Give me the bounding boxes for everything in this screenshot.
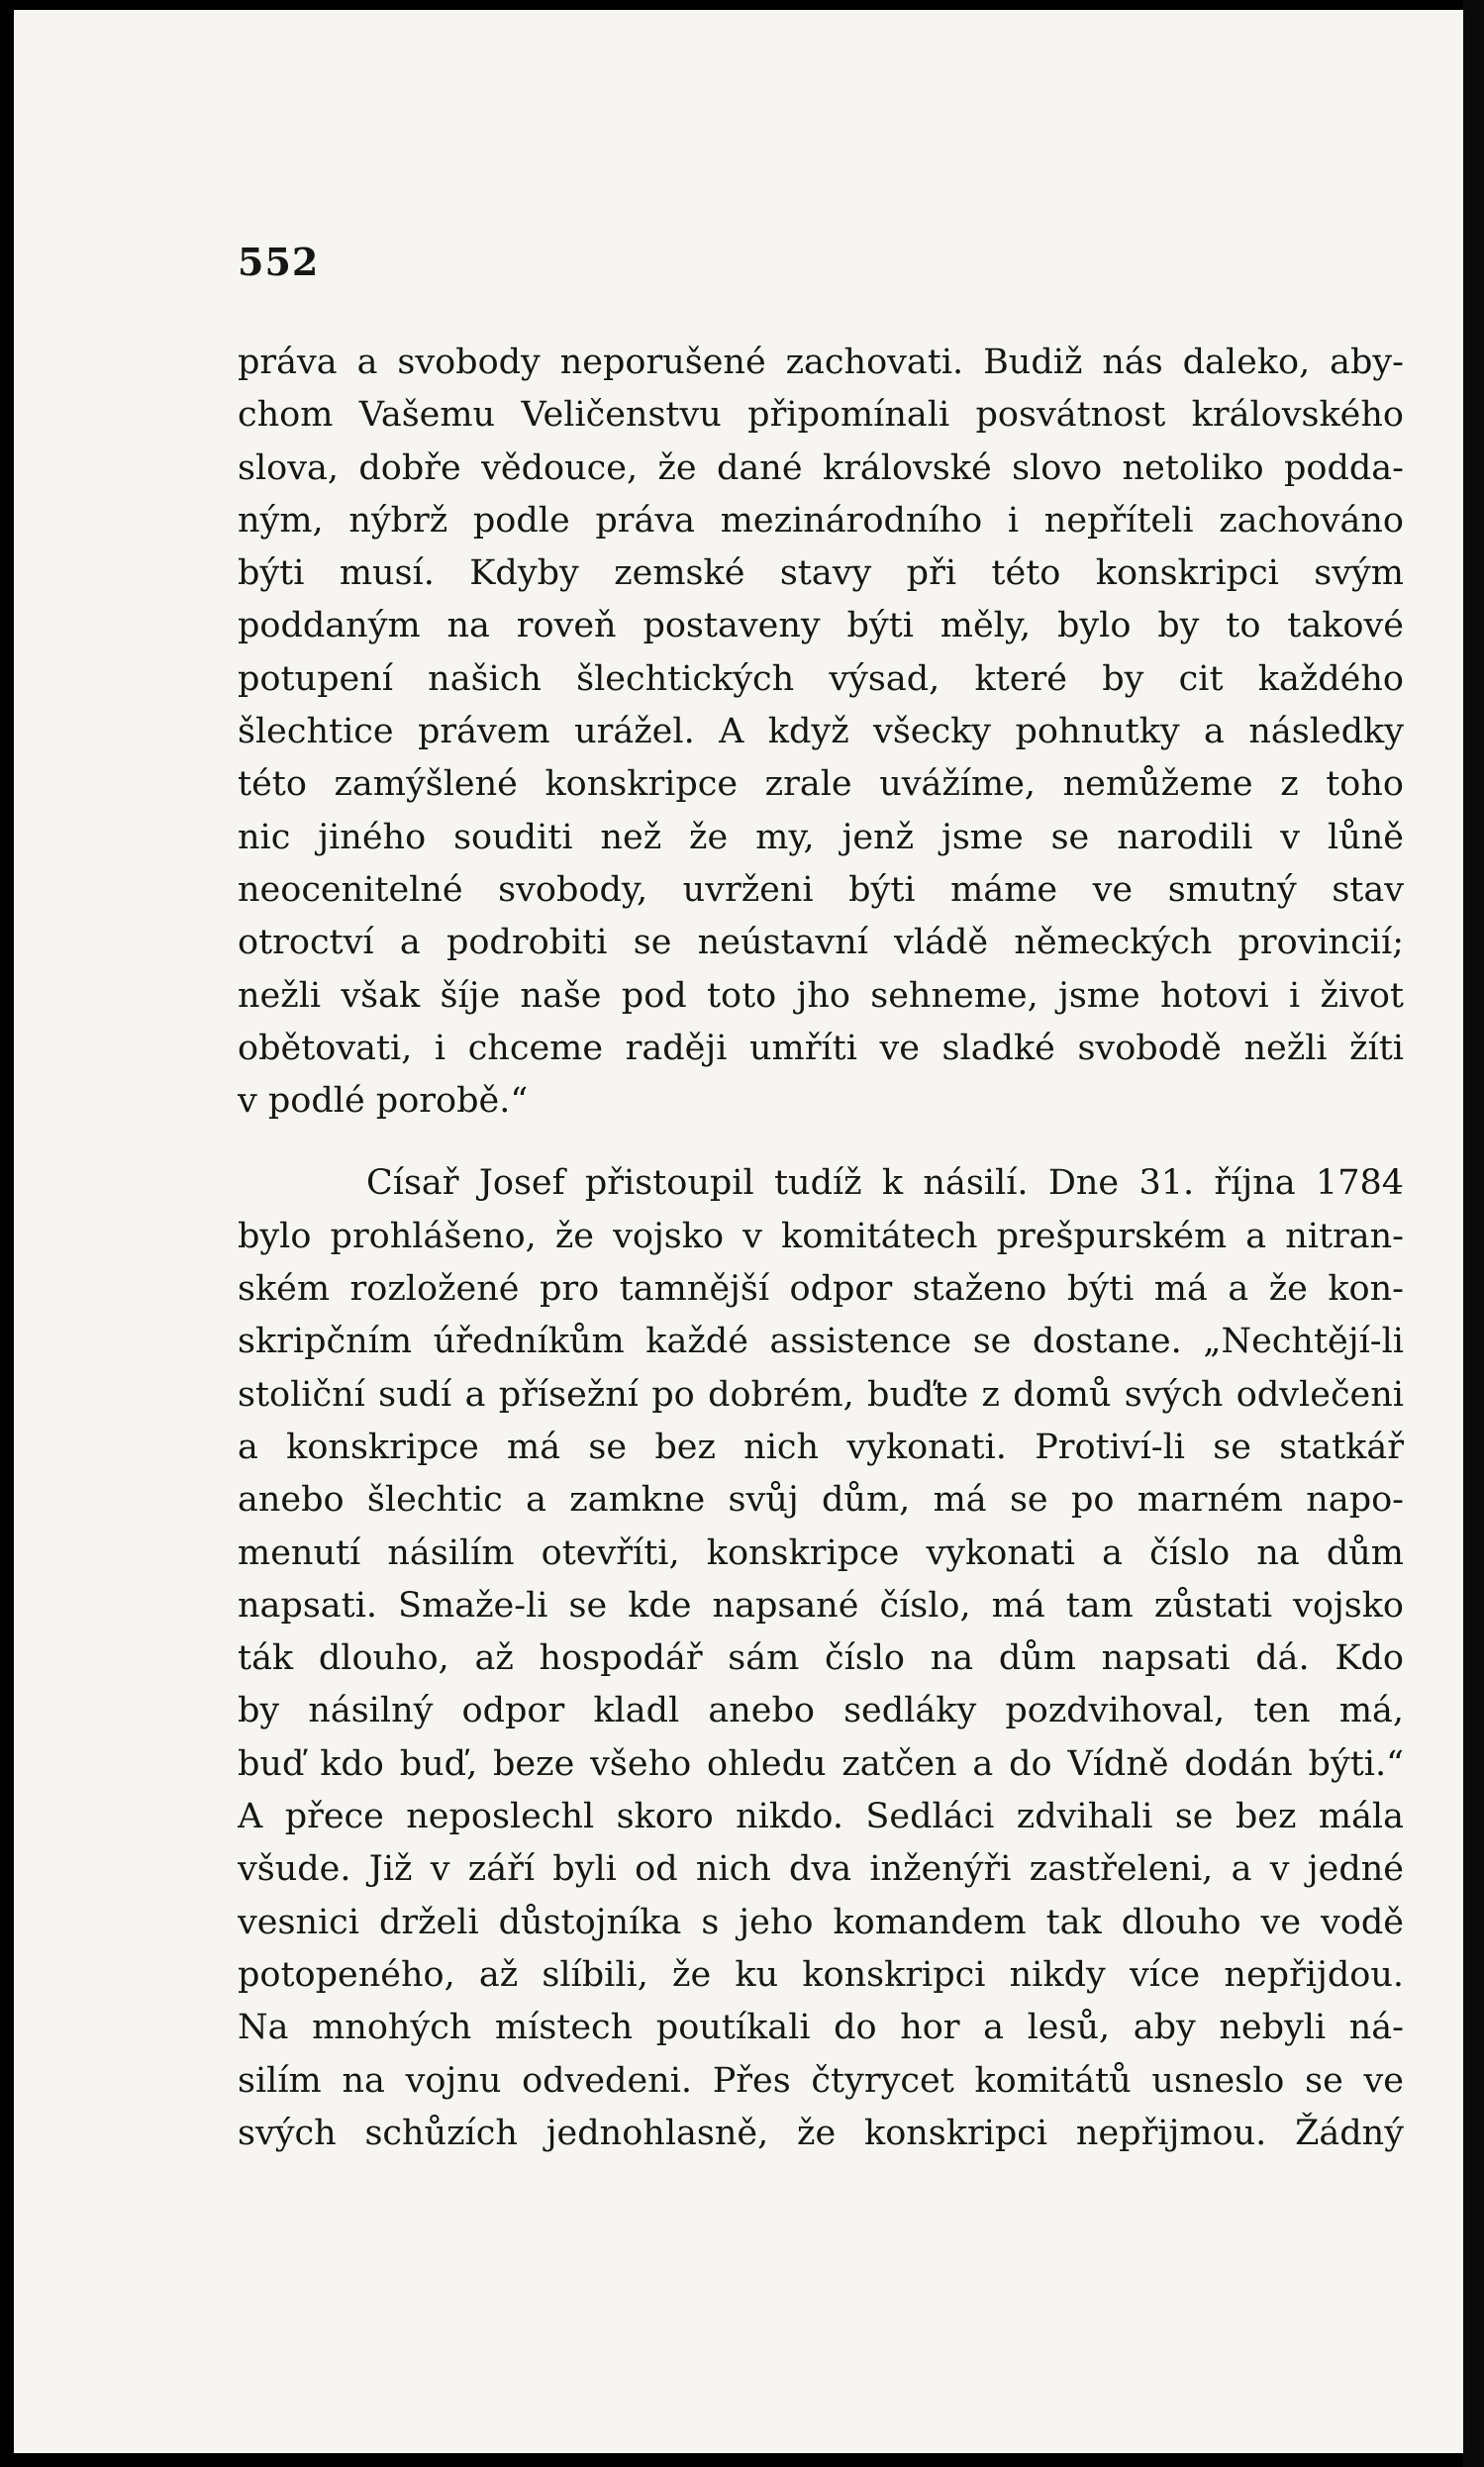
text-line: ným, nýbrž podle práva mezinárodního i nepříteli zachováno xyxy=(238,500,1404,541)
text-line: buď kdo buď, beze všeho ohledu zatčen a do Vídně dodán býti.“ xyxy=(238,1743,1404,1784)
text-line: práva a svobody neporušené zachovati. Budiž nás daleko, aby- xyxy=(238,343,1404,382)
text-line: ták dlouho, až hospodář sám číslo na dům napsati dá. Kdo xyxy=(238,1638,1404,1679)
text-line: nic jiného souditi než že my, jenž jsme se narodili v lůně xyxy=(238,817,1404,857)
page-number: 552 xyxy=(238,240,320,284)
text-line: silím na vojnu odvedeni. Přes čtyrycet komitátů usneslo se ve xyxy=(238,2060,1404,2101)
text-line: stoliční sudí a přísežní po dobrém, buďte z domů svých odvlečeni xyxy=(238,1374,1404,1415)
paragraph-gap xyxy=(238,1128,1404,1157)
text-line: chom Vašemu Veličenstvu připomínali posvátnost královského xyxy=(238,395,1404,436)
text-line: všude. Již v září byli od nich dva inženýři zastřeleni, a v jedné xyxy=(238,1849,1404,1890)
text-line: skripčním úředníkům každé assistence se dostane. „Nechtějí-li xyxy=(238,1322,1404,1362)
text-line: obětovati, i chceme raději umříti ve sladké svobodě nežli žíti xyxy=(238,1028,1404,1068)
text-line: vesnici drželi důstojníka s jeho komandem tak dlouho ve vodě xyxy=(238,1902,1404,1942)
paragraph-2 xyxy=(238,1157,1404,2160)
text-line: nežli však šíje naše pod toto jho sehneme, jsme hotovi i život xyxy=(238,975,1404,1016)
book-page xyxy=(14,10,1466,2453)
text-line: šlechtice právem urážel. A když všecky pohnutky a následky xyxy=(238,712,1404,752)
text-line: této zamýšlené konskripce zrale uvážíme, nemůžeme z toho xyxy=(238,764,1404,805)
text-line: potupení našich šlechtických výsad, které by cit každého xyxy=(238,658,1404,699)
text-line: potopeného, až slíbili, že ku konskripci nikdy více nepřijdou. xyxy=(238,1954,1404,1995)
text-line: v podlé porobě.“ xyxy=(238,1081,529,1122)
text-line: bylo prohlášeno, že vojsko v komitátech prešpurském a nitran- xyxy=(238,1216,1404,1256)
text-line: slova, dobře vědouce, že dané královské slovo netoliko podda- xyxy=(238,447,1404,488)
text-line: Císař Josef přistoupil tudíž k násilí. Dne 31. října 1784 xyxy=(366,1163,1404,1204)
text-line: napsati. Smaže-li se kde napsané číslo, má tam zůstati vojsko xyxy=(238,1585,1404,1626)
text-line: poddaným na roveň postaveny býti měly, bylo by to takové xyxy=(238,606,1404,646)
text-line: býti musí. Kdyby zemské stavy při této konskripci svým xyxy=(238,553,1404,594)
text-line: a konskripce má se bez nich vykonati. Protiví-li se statkář xyxy=(238,1427,1404,1467)
text-line: neocenitelné svobody, uvrženi býti máme ve smutný stav xyxy=(238,869,1404,910)
text-line: otroctví a podrobiti se neústavní vládě německých provincií; xyxy=(238,923,1404,963)
body-text xyxy=(238,337,1404,2160)
text-line: anebo šlechtic a zamkne svůj dům, má se po marném napo- xyxy=(238,1480,1404,1521)
text-line: menutí násilím otevříti, konskripce vykonati a číslo na dům xyxy=(238,1532,1404,1573)
scan-edge xyxy=(1463,0,1484,2467)
text-line: Na mnohých místech poutíkali do hor a lesů, aby nebyli ná- xyxy=(238,2008,1404,2048)
paragraph-1 xyxy=(238,337,1404,1128)
text-line: ském rozložené pro tamnější odpor staženo býti má a že kon- xyxy=(238,1269,1404,1310)
text-line: A přece neposlechl skoro nikdo. Sedláci zdvihali se bez mála xyxy=(238,1797,1404,1837)
text-line: svých schůzích jednohlasně, že konskripci nepřijmou. Žádný xyxy=(238,2113,1404,2153)
text-line: by násilný odpor kladl anebo sedláky pozdvihoval, ten má, xyxy=(238,1691,1404,1731)
